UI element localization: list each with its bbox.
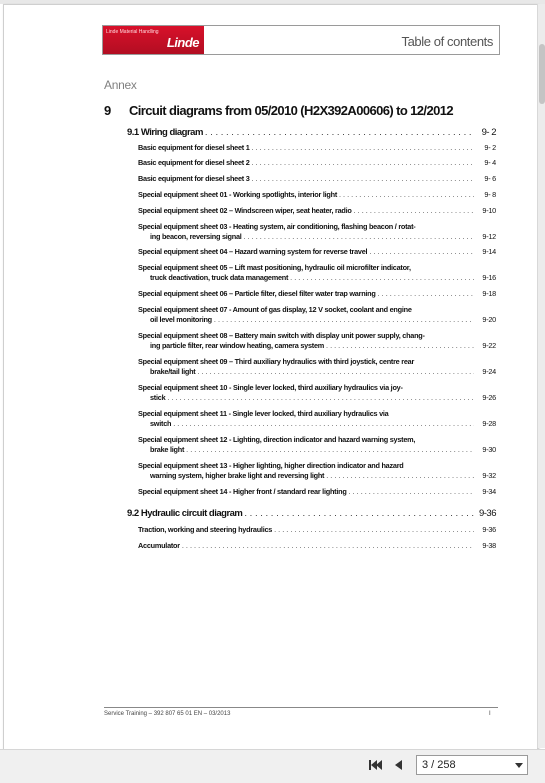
toc-entry[interactable] [138,190,496,200]
toc-page-number: 9-24 [482,366,496,376]
toc-page-number: 9-26 [482,392,496,402]
toc-page-number: 9-38 [482,541,496,550]
page-title: Table of contents [401,34,493,49]
toc-leader-dots [180,541,474,551]
toc-leader-dots [250,143,474,153]
toc-leader-dots [184,445,474,455]
toc-entry-title: Special equipment sheet 12 - Lighting, direction indicator and hazard warning system, [138,435,416,444]
chapter-number: 9 [104,103,111,118]
toc-entry-title: Accumulator [138,541,180,550]
toc-leader-dots [347,487,474,497]
toc-entry-title: Basic equipment for diesel sheet 3 [138,174,250,183]
toc-entry-title-cont: switch [150,418,172,428]
toc-entry-title: 9.1 Wiring diagram [127,127,203,138]
annex-label: Annex [104,78,137,92]
toc-leader-dots [195,367,474,377]
toc-entry[interactable] [138,525,496,535]
page-number-select[interactable] [416,755,528,775]
toc-leader-dots [171,419,474,429]
toc-section[interactable] [127,508,496,519]
first-page-button[interactable] [367,757,383,773]
toc-page-number: 9-16 [482,272,496,282]
first-page-icon [367,757,383,773]
toc-entry[interactable] [138,247,496,257]
toc-page-number: 9- 2 [484,143,496,152]
scrollbar-thumb[interactable] [539,44,545,104]
linde-logo [103,26,204,54]
toc-leader-dots [242,232,474,242]
toc-entry[interactable] [138,487,496,497]
toc-leader-dots [337,190,474,200]
toc-entry[interactable] [138,461,496,480]
toc-entry[interactable] [138,143,496,153]
toc-entry-title-cont: warning system, higher brake light and reversing light [150,470,325,480]
toc-entry-title-cont: truck deactivation, truck data management [150,272,289,282]
toc-entry[interactable] [138,357,496,376]
toc-page-number: 9-18 [482,289,496,298]
toc-page-number: 9-10 [482,206,496,215]
toc-page-number: 9- 2 [481,127,496,138]
toc-leader-dots [250,174,474,184]
toc-page-number: 9-20 [482,314,496,324]
toc-leader-dots [367,247,474,257]
toc-leader-dots [242,508,474,519]
toc-entry-title: Traction, working and steering hydraulics [138,525,273,534]
toc-entry-title-cont: oil level monitoring [150,314,212,324]
toc-entry-title: Special equipment sheet 02 – Windscreen wiper, seat heater, radio [138,206,352,215]
toc-entry-title: Special equipment sheet 14 - Higher front / standard rear lighting [138,487,347,496]
toc-entry-title: 9.2 Hydraulic circuit diagram [127,508,243,519]
toc-entry-title: Special equipment sheet 04 – Hazard warning system for reverse travel [138,247,368,256]
toc-page-number: 9-34 [482,487,496,496]
previous-page-icon [390,757,406,773]
toc-leader-dots [250,158,474,168]
toc-leader-dots [352,206,474,216]
toc-page-number: 9-30 [482,444,496,454]
previous-page-button[interactable] [390,757,406,773]
toc-entry-title: Special equipment sheet 06 – Particle filter, diesel filter water trap warning [138,289,376,298]
toc-entry-title: Basic equipment for diesel sheet 1 [138,143,250,152]
toc-entry-title: Special equipment sheet 05 – Lift mast positioning, hydraulic oil microfilter indicator, [138,263,411,272]
toc-page-number: 9-12 [482,231,496,241]
footer-text: Service Training – 392 807 65 01 EN – 03/2013 [104,711,231,717]
page-header [102,25,500,55]
toc-entry-title: Special equipment sheet 10 - Single lever locked, third auxiliary hydraulics via joy- [138,383,403,392]
toc-section[interactable] [127,127,496,138]
toc-entry[interactable] [138,409,496,428]
toc-page-number: 9-14 [482,247,496,256]
toc-entry[interactable] [138,289,496,299]
toc-entry-title: Special equipment sheet 03 - Heating system, air conditioning, flashing beacon / rotat- [138,222,416,231]
toc-entry[interactable] [138,383,496,402]
toc-entry[interactable] [138,222,496,241]
toc-leader-dots [203,127,474,138]
footer-divider [104,707,498,708]
toc-entry-title: Special equipment sheet 11 - Single lever locked, third auxiliary hydraulics via [138,409,389,418]
chapter-title: Circuit diagrams from 05/2010 (H2X392A00606) to 12/2012 [129,103,453,118]
toc-page-number: 9-28 [482,418,496,428]
toc-page-number: 9-22 [482,340,496,350]
toc-page-number: 9- 4 [484,158,496,167]
toc-page-number: 9-36 [478,508,496,519]
toc-entry-title-cont: brake light [150,444,185,454]
toc-entry-title-cont: brake/tail light [150,366,196,376]
footer-page-mark: I [489,711,491,717]
toc-page-number: 9-36 [482,525,496,534]
logo-tagline: Linde Material Handling [106,29,159,35]
toc-entry[interactable] [138,331,496,350]
toc-entry[interactable] [138,158,496,168]
toc-page-number: 9- 6 [484,174,496,183]
chevron-down-icon[interactable] [515,763,523,768]
toc-entry-title: Special equipment sheet 09 – Third auxiliary hydraulics with third joystick, centre rear [138,357,415,366]
vertical-scrollbar[interactable] [537,4,545,748]
toc-entry[interactable] [138,174,496,184]
toc-leader-dots [272,525,474,535]
toc-entry[interactable] [138,263,496,282]
toc-leader-dots [212,315,474,325]
toc-leader-dots [324,341,474,351]
logo-wordmark: Linde [166,35,199,50]
toc-entry[interactable] [138,206,496,216]
toc-entry-title: Basic equipment for diesel sheet 2 [138,158,250,167]
toc-entry[interactable] [138,305,496,324]
viewer-toolbar [0,749,545,783]
toc-leader-dots [165,393,474,403]
toc-page-number: 9- 8 [484,190,496,199]
toc-entry-title-cont: stick [150,392,166,402]
toc-leader-dots [324,471,474,481]
toc-leader-dots [288,273,474,283]
toc-entry-title: Special equipment sheet 01 - Working spotlights, interior light [138,190,337,199]
toc-entry-title: Special equipment sheet 08 – Battery main switch with display unit power supply, chang- [138,331,425,340]
toc-entry-title: Special equipment sheet 13 - Higher lighting, higher direction indicator and hazard [138,461,404,470]
page-number-value: 3 / 258 [422,759,456,771]
toc-entry-title-cont: ing beacon, reversing signal [150,231,242,241]
toc-entry-title-cont: ing particle filter, rear window heating, camera system [150,340,325,350]
toc-leader-dots [376,289,474,299]
toc-page-number: 9-32 [482,470,496,480]
toc-entry[interactable] [138,435,496,454]
toc-entry[interactable] [138,541,496,551]
toc-entry-title: Special equipment sheet 07 - Amount of gas display, 12 V socket, coolant and engine [138,305,412,314]
